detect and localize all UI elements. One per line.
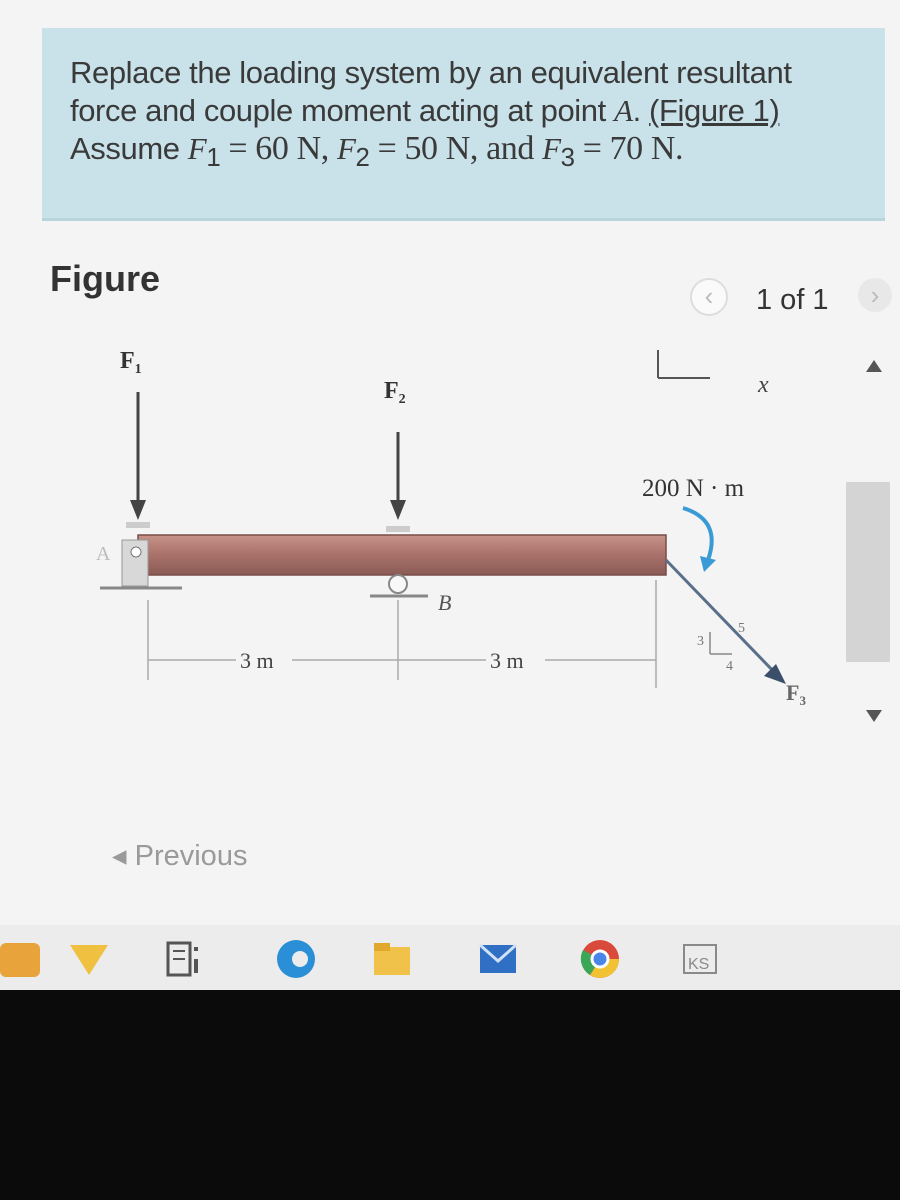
dimension-right: 3 m xyxy=(490,648,524,673)
beam-figure xyxy=(80,330,820,750)
f3-value: = 70 N. xyxy=(574,130,684,167)
point-a-symbol: A xyxy=(614,93,633,128)
mail-icon[interactable] xyxy=(476,937,520,981)
previous-link[interactable]: ◂ Previous xyxy=(112,840,248,872)
label-f1: $F_1$ xyxy=(120,348,142,377)
svg-text:KS: KS xyxy=(688,956,710,973)
taskbar xyxy=(0,925,900,990)
f3-subscript: 3 xyxy=(560,144,575,173)
slope-5: 5 xyxy=(738,621,745,636)
moment-label: 200 N · m xyxy=(642,475,745,502)
teams-app-icon[interactable] xyxy=(678,937,722,981)
f2-value: = 50 N, and xyxy=(369,130,543,167)
triangle-down-icon[interactable] xyxy=(866,710,882,722)
chevron-right-icon[interactable]: › xyxy=(858,278,892,312)
problem-line-3 xyxy=(70,130,860,177)
label-x: x xyxy=(758,372,769,398)
beam xyxy=(138,535,666,575)
figure-scrollbar[interactable] xyxy=(840,360,900,740)
figure-pager xyxy=(690,278,900,322)
scroll-thumb[interactable] xyxy=(846,482,890,662)
roller-support-b xyxy=(370,575,428,596)
f1-symbol: F xyxy=(187,131,207,166)
problem-line-2 xyxy=(70,92,860,130)
edge-browser-icon[interactable] xyxy=(274,937,318,981)
f2-symbol: F xyxy=(336,131,356,166)
force-f2-arrow xyxy=(386,432,410,532)
label-a: A xyxy=(96,543,111,565)
problem-statement-box xyxy=(42,28,885,221)
figure-heading: Figure xyxy=(50,258,161,299)
problem-line-2-text: force and couple moment acting at point xyxy=(70,93,615,128)
chevron-left-icon[interactable]: ‹ xyxy=(690,278,728,316)
file-explorer-icon[interactable] xyxy=(370,937,414,981)
problem-text xyxy=(70,54,860,177)
dimension-left: 3 m xyxy=(240,648,274,673)
label-f2: $F_2$ xyxy=(384,378,406,407)
figure-page-count: 1 of 1 xyxy=(756,284,829,316)
force-f1-arrow xyxy=(126,392,150,528)
triangle-up-icon[interactable] xyxy=(866,360,882,372)
f3-symbol: F xyxy=(542,131,561,166)
label-f3: $F_3$ xyxy=(786,680,806,708)
f1-subscript: 1 xyxy=(206,144,221,173)
slope-4: 4 xyxy=(726,659,733,674)
spacer: . xyxy=(632,93,650,128)
f1-value: = 60 N, xyxy=(220,130,337,167)
assume-text: Assume xyxy=(70,131,188,166)
chrome-browser-icon[interactable] xyxy=(578,937,622,981)
figure-link[interactable]: (Figure 1) xyxy=(649,93,780,128)
taskbar-app-icon[interactable] xyxy=(0,937,120,981)
slope-3: 3 xyxy=(697,634,704,649)
label-b: B xyxy=(438,590,452,615)
moment-arrow xyxy=(683,508,716,572)
problem-line-1: Replace the loading system by an equivalent resultant xyxy=(70,55,792,90)
task-view-icon[interactable] xyxy=(164,937,208,981)
f2-subscript: 2 xyxy=(355,144,370,173)
axis-indicator xyxy=(658,350,710,378)
screen-bezel xyxy=(0,990,900,1200)
